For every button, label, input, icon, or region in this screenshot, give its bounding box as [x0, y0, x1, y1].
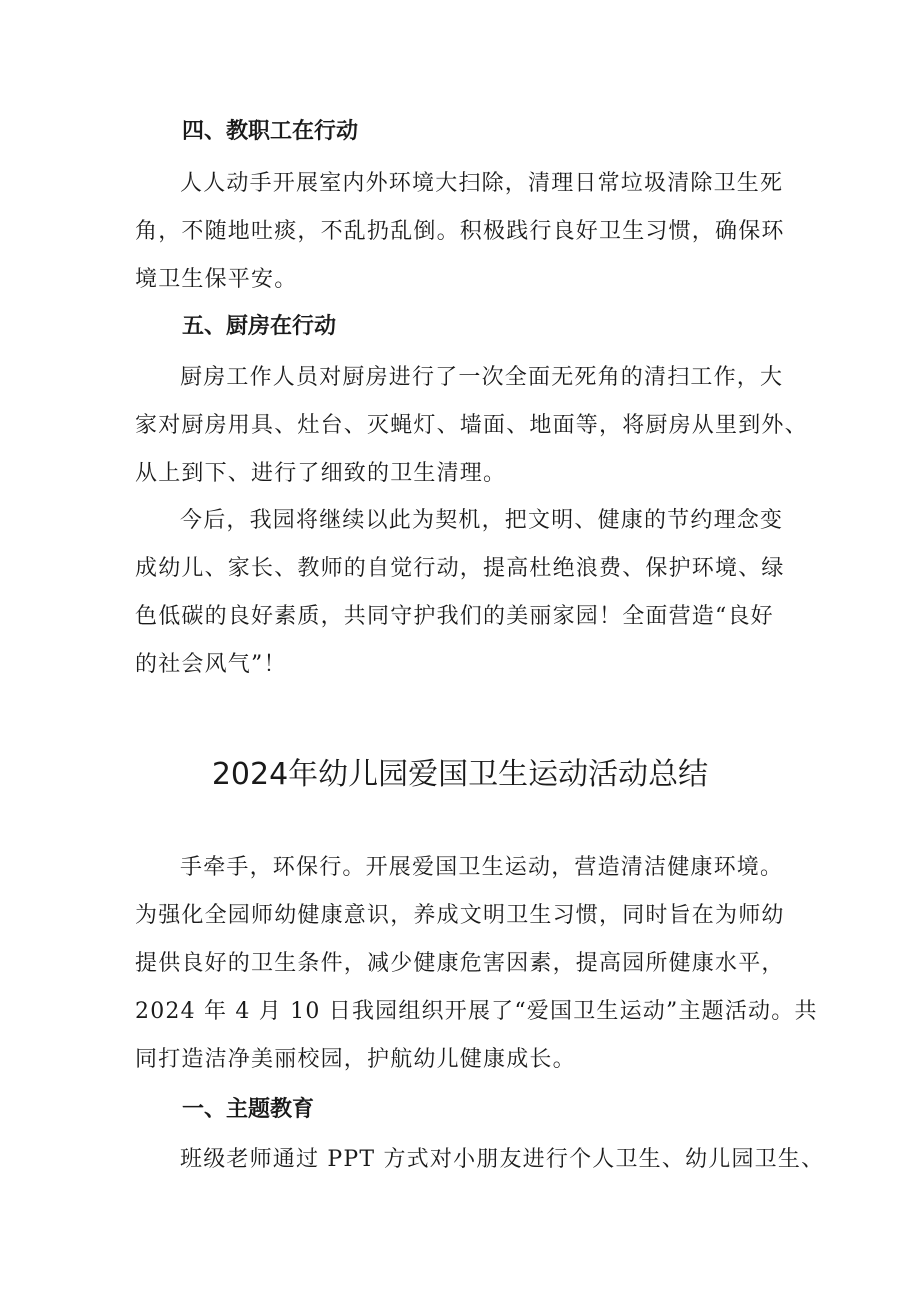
paragraph-kitchen: [135, 354, 815, 498]
paragraph-intro: [135, 844, 818, 1084]
text-line: 色低碳的良好素质，共同守护我们的美丽家园！全面营造“良好: [135, 604, 774, 629]
text-line: 2024 年 4 月 10 日我园组织开展了“爱国卫生运动”主题活动。共: [135, 999, 818, 1024]
paragraph-staff: [135, 160, 815, 304]
section-heading-kitchen: 五、厨房在行动: [182, 314, 337, 339]
text-line: 手牵手，环保行。开展爱国卫生运动，营造清洁健康环境。: [180, 855, 784, 880]
section-heading-staff: 四、教职工在行动: [182, 119, 359, 144]
text-line: 境卫生保平安。: [135, 267, 298, 292]
text-line: 厨房工作人员对厨房进行了一次全面无死角的清扫工作，大: [180, 365, 784, 390]
text-line: 的社会风气”！: [135, 652, 287, 677]
text-line: 从上到下、进行了细致的卫生清理。: [135, 461, 507, 486]
paragraph-closing: [135, 497, 815, 689]
article-title: 2024年幼儿园爱国卫生运动活动总结: [211, 757, 709, 792]
text-line: 人人动手开展室内外环境大扫除，清理日常垃圾清除卫生死: [180, 171, 784, 196]
text-line: 家对厨房用具、灶台、灭蝇灯、墙面、地面等，将厨房从里到外、: [135, 413, 808, 438]
section-heading-theme-education: 一、主题教育: [182, 1097, 315, 1122]
text-line: 为强化全园师幼健康意识，养成文明卫生习惯，同时旨在为师幼: [135, 903, 785, 928]
text-line: 同打造洁净美丽校园，护航幼儿健康成长。: [135, 1047, 576, 1072]
text-line: 今后，我园将继续以此为契机，把文明、健康的节约理念变: [180, 508, 784, 533]
text-line: 成幼儿、家长、教师的自觉行动，提高杜绝浪费、保护环境、绿: [135, 556, 785, 581]
text-line: 班级老师通过 PPT 方式对小朋友进行个人卫生、幼儿园卫生、: [180, 1147, 825, 1172]
text-line: 角，不随地吐痰，不乱扔乱倒。积极践行良好卫生习惯，确保环: [135, 219, 785, 244]
paragraph-theme-education: [135, 1136, 825, 1184]
text-line: 提供良好的卫生条件，减少健康危害因素，提高园所健康水平，: [135, 951, 785, 976]
